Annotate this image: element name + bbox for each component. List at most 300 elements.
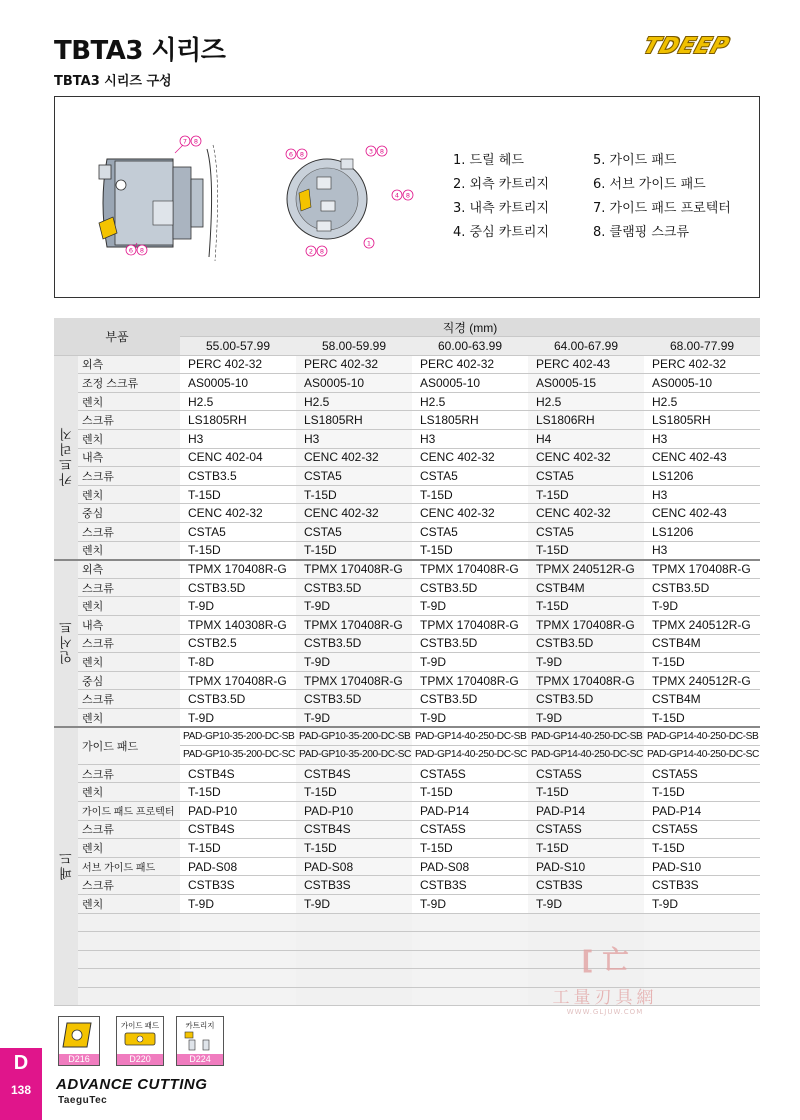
spec-cell: CSTB3.5D: [412, 690, 528, 709]
table-row: [54, 690, 760, 709]
spec-cell: CSTB3.5D: [296, 690, 412, 709]
spec-cell: H3: [296, 430, 412, 449]
group-label-text: 카트리지: [58, 425, 74, 486]
spec-cell: PAD-GP14-40-250-DC-SB: [644, 727, 760, 746]
diameter-header: 직경 (mm): [180, 318, 760, 337]
spec-cell: TPMX 170408R-G: [412, 671, 528, 690]
group-label-pad: [54, 727, 78, 1006]
spec-cell: H3: [180, 430, 296, 449]
spec-cell: TPMX 170408R-G: [412, 560, 528, 579]
component-label: 중심: [78, 671, 180, 690]
spec-cell: T-9D: [296, 894, 412, 913]
spec-cell: T-15D: [180, 783, 296, 802]
spec-cell: CSTA5S: [644, 820, 760, 839]
ref-title: 가이드 패드: [120, 1021, 160, 1030]
empty-cell: [180, 932, 296, 951]
spec-cell: TPMX 170408R-G: [180, 671, 296, 690]
brand-subtitle: TaeguTec: [58, 1095, 108, 1106]
spec-cell: T-15D: [180, 839, 296, 858]
spec-cell: CSTB3S: [528, 876, 644, 895]
spec-cell: PAD-P10: [296, 801, 412, 820]
range-header: 55.00-57.99: [180, 337, 296, 356]
empty-cell: [528, 913, 644, 932]
spec-cell: T-9D: [412, 653, 528, 672]
spec-cell: H3: [412, 430, 528, 449]
svg-text:1: 1: [366, 239, 372, 248]
spec-cell: TPMX 170408R-G: [412, 616, 528, 635]
spec-cell: T-15D: [528, 485, 644, 504]
empty-cell: [78, 969, 180, 988]
component-label: 스크류: [78, 411, 180, 430]
spec-cell: T-15D: [528, 783, 644, 802]
callout-7-8-left: [180, 136, 201, 146]
spec-table-body: [54, 355, 760, 1006]
table-row: [54, 541, 760, 560]
table-row: [54, 355, 760, 374]
table-row: [54, 671, 760, 690]
table-row: [54, 783, 760, 802]
component-label: 렌치: [78, 783, 180, 802]
component-label: 외측: [78, 560, 180, 579]
spec-cell: H2.5: [412, 392, 528, 411]
spec-cell: CSTB4S: [296, 820, 412, 839]
ref-page-label: D216: [59, 1054, 99, 1065]
spec-cell: PERC 402-32: [412, 355, 528, 374]
spec-cell: PAD-P14: [412, 801, 528, 820]
table-row: [54, 485, 760, 504]
spec-cell: CSTB3S: [644, 876, 760, 895]
spec-cell: CSTA5: [528, 523, 644, 542]
parts-legend: [453, 149, 743, 240]
spec-cell: CSTA5: [296, 467, 412, 486]
empty-cell: [180, 950, 296, 969]
empty-cell: [78, 913, 180, 932]
spec-cell: PAD-S08: [412, 857, 528, 876]
empty-cell: [296, 969, 412, 988]
spec-cell: AS0005-10: [180, 374, 296, 393]
spec-cell: CSTA5S: [528, 820, 644, 839]
spec-cell: CSTA5S: [644, 764, 760, 783]
part-header: 부품: [54, 318, 180, 355]
component-label: 중심: [78, 504, 180, 523]
spec-cell: CSTB2.5: [180, 634, 296, 653]
spec-cell: CSTB3S: [296, 876, 412, 895]
component-label: 렌치: [78, 708, 180, 727]
spec-cell: CSTB4M: [528, 578, 644, 597]
spec-cell: PAD-GP10-35-200-DC-SC: [180, 746, 296, 765]
spec-cell: PAD-P10: [180, 801, 296, 820]
callout-6-8-mid: [286, 149, 307, 159]
table-row: [54, 653, 760, 672]
table-row: [54, 467, 760, 486]
component-label: 스크류: [78, 523, 180, 542]
insert-icon: [59, 1017, 99, 1053]
svg-text:8: 8: [319, 247, 325, 256]
spec-cell: PAD-GP14-40-250-DC-SB: [412, 727, 528, 746]
component-label: 렌치: [78, 653, 180, 672]
spec-cell: CSTB4S: [180, 764, 296, 783]
callout-1: [364, 238, 374, 248]
legend-item: 1. 드릴 헤드: [453, 153, 524, 168]
table-row: [54, 430, 760, 449]
watermark-glyph: [ 亡: [581, 946, 629, 976]
svg-text:8: 8: [139, 246, 145, 255]
component-label: 렌치: [78, 597, 180, 616]
spec-cell: PERC 402-32: [180, 355, 296, 374]
table-row: [54, 708, 760, 727]
spec-cell: CENC 402-32: [412, 504, 528, 523]
empty-cell: [296, 950, 412, 969]
component-label: 스크류: [78, 578, 180, 597]
spec-cell: CSTA5S: [412, 820, 528, 839]
spec-cell: AS0005-10: [644, 374, 760, 393]
spec-cell: T-9D: [296, 597, 412, 616]
component-label: 렌치: [78, 839, 180, 858]
spec-cell: LS1206: [644, 523, 760, 542]
table-row: [54, 448, 760, 467]
section-letter: D: [13, 1052, 29, 1074]
legend-item: 8. 클램핑 스크류: [593, 225, 690, 240]
table-row: [54, 634, 760, 653]
table-row: [54, 560, 760, 579]
spec-cell: T-9D: [412, 708, 528, 727]
watermark-chinese: 工量刃具網: [552, 988, 658, 1008]
spec-cell: T-9D: [180, 894, 296, 913]
spec-cell: T-15D: [412, 485, 528, 504]
spec-cell: AS0005-15: [528, 374, 644, 393]
spec-cell: PAD-P14: [644, 801, 760, 820]
spec-cell: H3: [644, 541, 760, 560]
spec-cell: CENC 402-32: [296, 504, 412, 523]
table-row: [54, 523, 760, 542]
spec-cell: T-15D: [296, 541, 412, 560]
component-label: 스크류: [78, 876, 180, 895]
spec-cell: CSTB3.5: [180, 467, 296, 486]
svg-text:8: 8: [193, 137, 199, 146]
spec-cell: TPMX 170408R-G: [528, 616, 644, 635]
drill-head-front-view: [287, 159, 367, 239]
svg-text:3: 3: [368, 147, 374, 156]
spec-cell: CSTB3.5D: [296, 634, 412, 653]
component-label: 스크류: [78, 820, 180, 839]
legend-item: 5. 가이드 패드: [593, 153, 677, 168]
spec-cell: T-9D: [180, 708, 296, 727]
empty-cell: [180, 987, 296, 1006]
legend-item: 3. 내측 카트리지: [453, 201, 550, 216]
spec-cell: TPMX 240512R-G: [644, 616, 760, 635]
spec-cell: CSTB4S: [296, 764, 412, 783]
configuration-box: [54, 96, 760, 298]
spec-cell: T-8D: [180, 653, 296, 672]
spec-cell: T-9D: [296, 653, 412, 672]
spec-cell: CSTB4M: [644, 634, 760, 653]
component-label: 렌치: [78, 392, 180, 411]
spec-cell: CSTB3.5D: [180, 578, 296, 597]
spec-table: [54, 318, 760, 1006]
table-row: [54, 727, 760, 746]
spec-cell: CSTB4S: [180, 820, 296, 839]
spec-cell: T-15D: [296, 485, 412, 504]
spec-cell: T-15D: [528, 541, 644, 560]
spec-cell: AS0005-10: [412, 374, 528, 393]
empty-cell: [296, 987, 412, 1006]
spec-cell: H2.5: [644, 392, 760, 411]
callout-4-8: [392, 190, 413, 200]
table-row: [54, 411, 760, 430]
spec-cell: CENC 402-32: [528, 448, 644, 467]
spec-cell: T-15D: [412, 541, 528, 560]
drill-head-side-view: [99, 145, 218, 261]
spec-cell: T-15D: [180, 485, 296, 504]
legend-item: 7. 가이드 패드 프로텍터: [593, 201, 731, 216]
component-label: 렌치: [78, 894, 180, 913]
spec-cell: TPMX 170408R-G: [296, 616, 412, 635]
spec-cell: PERC 402-32: [296, 355, 412, 374]
spec-cell: T-15D: [296, 783, 412, 802]
spec-cell: T-9D: [644, 597, 760, 616]
spec-cell: CSTB3.5D: [412, 578, 528, 597]
spec-cell: CSTB3.5D: [412, 634, 528, 653]
component-label: 스크류: [78, 467, 180, 486]
spec-cell: PAD-S08: [296, 857, 412, 876]
spec-cell: CSTB3.5D: [528, 690, 644, 709]
spec-cell: CENC 402-32: [412, 448, 528, 467]
spec-cell: CSTB4M: [644, 690, 760, 709]
spec-cell: CSTB3S: [180, 876, 296, 895]
spec-cell: CSTA5: [412, 523, 528, 542]
component-label: 가이드 패드: [78, 727, 180, 764]
spec-cell: PAD-GP14-40-250-DC-SC: [528, 746, 644, 765]
ref-title: 카트리지: [185, 1021, 215, 1030]
spec-cell: PAD-GP14-40-250-DC-SC: [412, 746, 528, 765]
tdeep-logo: TDEEP: [640, 34, 733, 59]
component-label: 스크류: [78, 690, 180, 709]
table-row: [54, 374, 760, 393]
spec-cell: PAD-GP14-40-250-DC-SB: [528, 727, 644, 746]
page-title: TBTA3 시리즈: [54, 36, 226, 66]
table-row: [54, 764, 760, 783]
spec-cell: TPMX 170408R-G: [528, 671, 644, 690]
spec-cell: T-15D: [296, 839, 412, 858]
spec-cell: CENC 402-04: [180, 448, 296, 467]
table-row: [54, 616, 760, 635]
svg-text:8: 8: [405, 191, 411, 200]
spec-cell: PAD-GP14-40-250-DC-SC: [644, 746, 760, 765]
svg-text:7: 7: [182, 137, 188, 146]
svg-text:6: 6: [288, 150, 294, 159]
spec-cell: T-15D: [644, 653, 760, 672]
empty-cell: [78, 932, 180, 951]
spec-cell: CSTA5: [412, 467, 528, 486]
group-label-cartridge: [54, 355, 78, 560]
spec-cell: T-9D: [528, 708, 644, 727]
spec-cell: CSTA5: [296, 523, 412, 542]
component-label: 렌치: [78, 485, 180, 504]
component-label: 서브 가이드 패드: [78, 857, 180, 876]
table-row: [54, 597, 760, 616]
empty-cell: [180, 913, 296, 932]
spec-cell: TPMX 170408R-G: [296, 671, 412, 690]
callout-2-8: [306, 246, 327, 256]
spec-cell: PAD-S10: [528, 857, 644, 876]
spec-cell: CSTA5: [180, 523, 296, 542]
spec-cell: CSTA5S: [412, 764, 528, 783]
section-tab: [0, 1048, 42, 1120]
empty-cell: [644, 913, 760, 932]
svg-text:8: 8: [379, 147, 385, 156]
spec-cell: TPMX 240512R-G: [644, 671, 760, 690]
spec-cell: CSTB3.5D: [296, 578, 412, 597]
spec-cell: T-15D: [412, 783, 528, 802]
empty-cell: [412, 913, 528, 932]
watermark-url: WWW.GLJUW.COM: [566, 1008, 644, 1016]
spec-cell: CENC 402-32: [180, 504, 296, 523]
spec-cell: LS1805RH: [296, 411, 412, 430]
range-header: 64.00-67.99: [528, 337, 644, 356]
component-label: 내측: [78, 616, 180, 635]
spec-cell: T-9D: [528, 653, 644, 672]
table-row: [54, 820, 760, 839]
ref-cartridge[interactable]: [176, 1016, 224, 1066]
spec-cell: CENC 402-32: [528, 504, 644, 523]
spec-cell: T-9D: [644, 894, 760, 913]
spec-cell: CENC 402-32: [296, 448, 412, 467]
page-number: 138: [10, 1083, 32, 1097]
spec-cell: T-15D: [180, 541, 296, 560]
spec-cell: PAD-GP10-35-200-DC-SB: [180, 727, 296, 746]
spec-cell: TPMX 170408R-G: [296, 560, 412, 579]
ref-insert[interactable]: [58, 1016, 100, 1066]
table-row: [54, 504, 760, 523]
component-label: 조정 스크류: [78, 374, 180, 393]
table-row: [54, 392, 760, 411]
empty-cell: [412, 969, 528, 988]
spec-cell: PERC 402-43: [528, 355, 644, 374]
component-label: 렌치: [78, 430, 180, 449]
component-label: 스크류: [78, 634, 180, 653]
spec-cell: T-15D: [644, 839, 760, 858]
empty-cell: [180, 969, 296, 988]
spec-cell: TPMX 170408R-G: [180, 560, 296, 579]
svg-text:6: 6: [128, 246, 134, 255]
spec-cell: CSTB3.5D: [528, 634, 644, 653]
spec-cell: CSTA5: [528, 467, 644, 486]
spec-cell: H3: [644, 485, 760, 504]
empty-cell: [412, 987, 528, 1006]
empty-cell: [296, 932, 412, 951]
table-row: [54, 894, 760, 913]
spec-cell: H2.5: [296, 392, 412, 411]
svg-text:4: 4: [394, 191, 400, 200]
section-subtitle: TBTA3 시리즈 구성: [54, 74, 172, 89]
empty-cell: [78, 987, 180, 1006]
spec-cell: T-9D: [412, 894, 528, 913]
range-header: 68.00-77.99: [644, 337, 760, 356]
spec-cell: PAD-GP10-35-200-DC-SC: [296, 746, 412, 765]
component-label: 외측: [78, 355, 180, 374]
callout-3-8: [366, 146, 387, 156]
spec-cell: T-15D: [644, 783, 760, 802]
spec-cell: T-15D: [528, 597, 644, 616]
range-header: 58.00-59.99: [296, 337, 412, 356]
spec-cell: PAD-GP10-35-200-DC-SB: [296, 727, 412, 746]
legend-item: 6. 서브 가이드 패드: [593, 177, 706, 192]
table-row: [54, 839, 760, 858]
table-row: [54, 801, 760, 820]
empty-cell: [78, 950, 180, 969]
empty-table-row: [54, 913, 760, 932]
spec-cell: H2.5: [180, 392, 296, 411]
spec-cell: CSTB3.5D: [644, 578, 760, 597]
ref-guide-pad[interactable]: [116, 1016, 164, 1066]
spec-cell: T-9D: [296, 708, 412, 727]
spec-cell: PAD-P14: [528, 801, 644, 820]
spec-cell: T-15D: [644, 708, 760, 727]
cartridge-icon: [177, 1028, 223, 1054]
ref-page-label: D220: [117, 1054, 163, 1065]
spec-cell: AS0005-10: [296, 374, 412, 393]
svg-text:8: 8: [299, 150, 305, 159]
guide-pad-icon: [117, 1028, 163, 1054]
table-row: [54, 857, 760, 876]
table-row: [54, 876, 760, 895]
spec-cell: T-9D: [528, 894, 644, 913]
group-label-text: 인서트: [58, 619, 74, 665]
spec-cell: CSTB3.5D: [180, 690, 296, 709]
spec-cell: H2.5: [528, 392, 644, 411]
spec-cell: PAD-S10: [644, 857, 760, 876]
group-label-insert: [54, 560, 78, 727]
spec-cell: CENC 402-43: [644, 448, 760, 467]
component-label: 내측: [78, 448, 180, 467]
spec-cell: T-9D: [412, 597, 528, 616]
spec-cell: CSTB3S: [412, 876, 528, 895]
component-label: 스크류: [78, 764, 180, 783]
spec-cell: H4: [528, 430, 644, 449]
legend-item: 4. 중심 카트리지: [453, 225, 550, 240]
watermark: [530, 940, 680, 1016]
spec-cell: T-9D: [180, 597, 296, 616]
spec-cell: T-15D: [412, 839, 528, 858]
spec-cell: PAD-S08: [180, 857, 296, 876]
ref-page-label: D224: [177, 1054, 223, 1065]
spec-cell: H3: [644, 430, 760, 449]
group-label-text: 패드: [58, 850, 74, 881]
svg-text:2: 2: [308, 247, 314, 256]
empty-cell: [296, 913, 412, 932]
spec-cell: LS1805RH: [644, 411, 760, 430]
component-label: 가이드 패드 프로텍터: [78, 801, 180, 820]
spec-cell: LS1805RH: [180, 411, 296, 430]
range-header: 60.00-63.99: [412, 337, 528, 356]
spec-cell: LS1805RH: [412, 411, 528, 430]
legend-item: 2. 외측 카트리지: [453, 177, 550, 192]
empty-cell: [412, 932, 528, 951]
spec-cell: PERC 402-32: [644, 355, 760, 374]
spec-cell: TPMX 170408R-G: [644, 560, 760, 579]
spec-cell: TPMX 240512R-G: [528, 560, 644, 579]
spec-cell: CSTA5S: [528, 764, 644, 783]
spec-cell: T-15D: [528, 839, 644, 858]
spec-cell: LS1806RH: [528, 411, 644, 430]
table-row: [54, 578, 760, 597]
spec-cell: TPMX 140308R-G: [180, 616, 296, 635]
spec-cell: LS1206: [644, 467, 760, 486]
brand-logo: ADVANCE CUTTING: [56, 1076, 208, 1093]
empty-cell: [412, 950, 528, 969]
spec-cell: CENC 402-43: [644, 504, 760, 523]
component-label: 렌치: [78, 541, 180, 560]
